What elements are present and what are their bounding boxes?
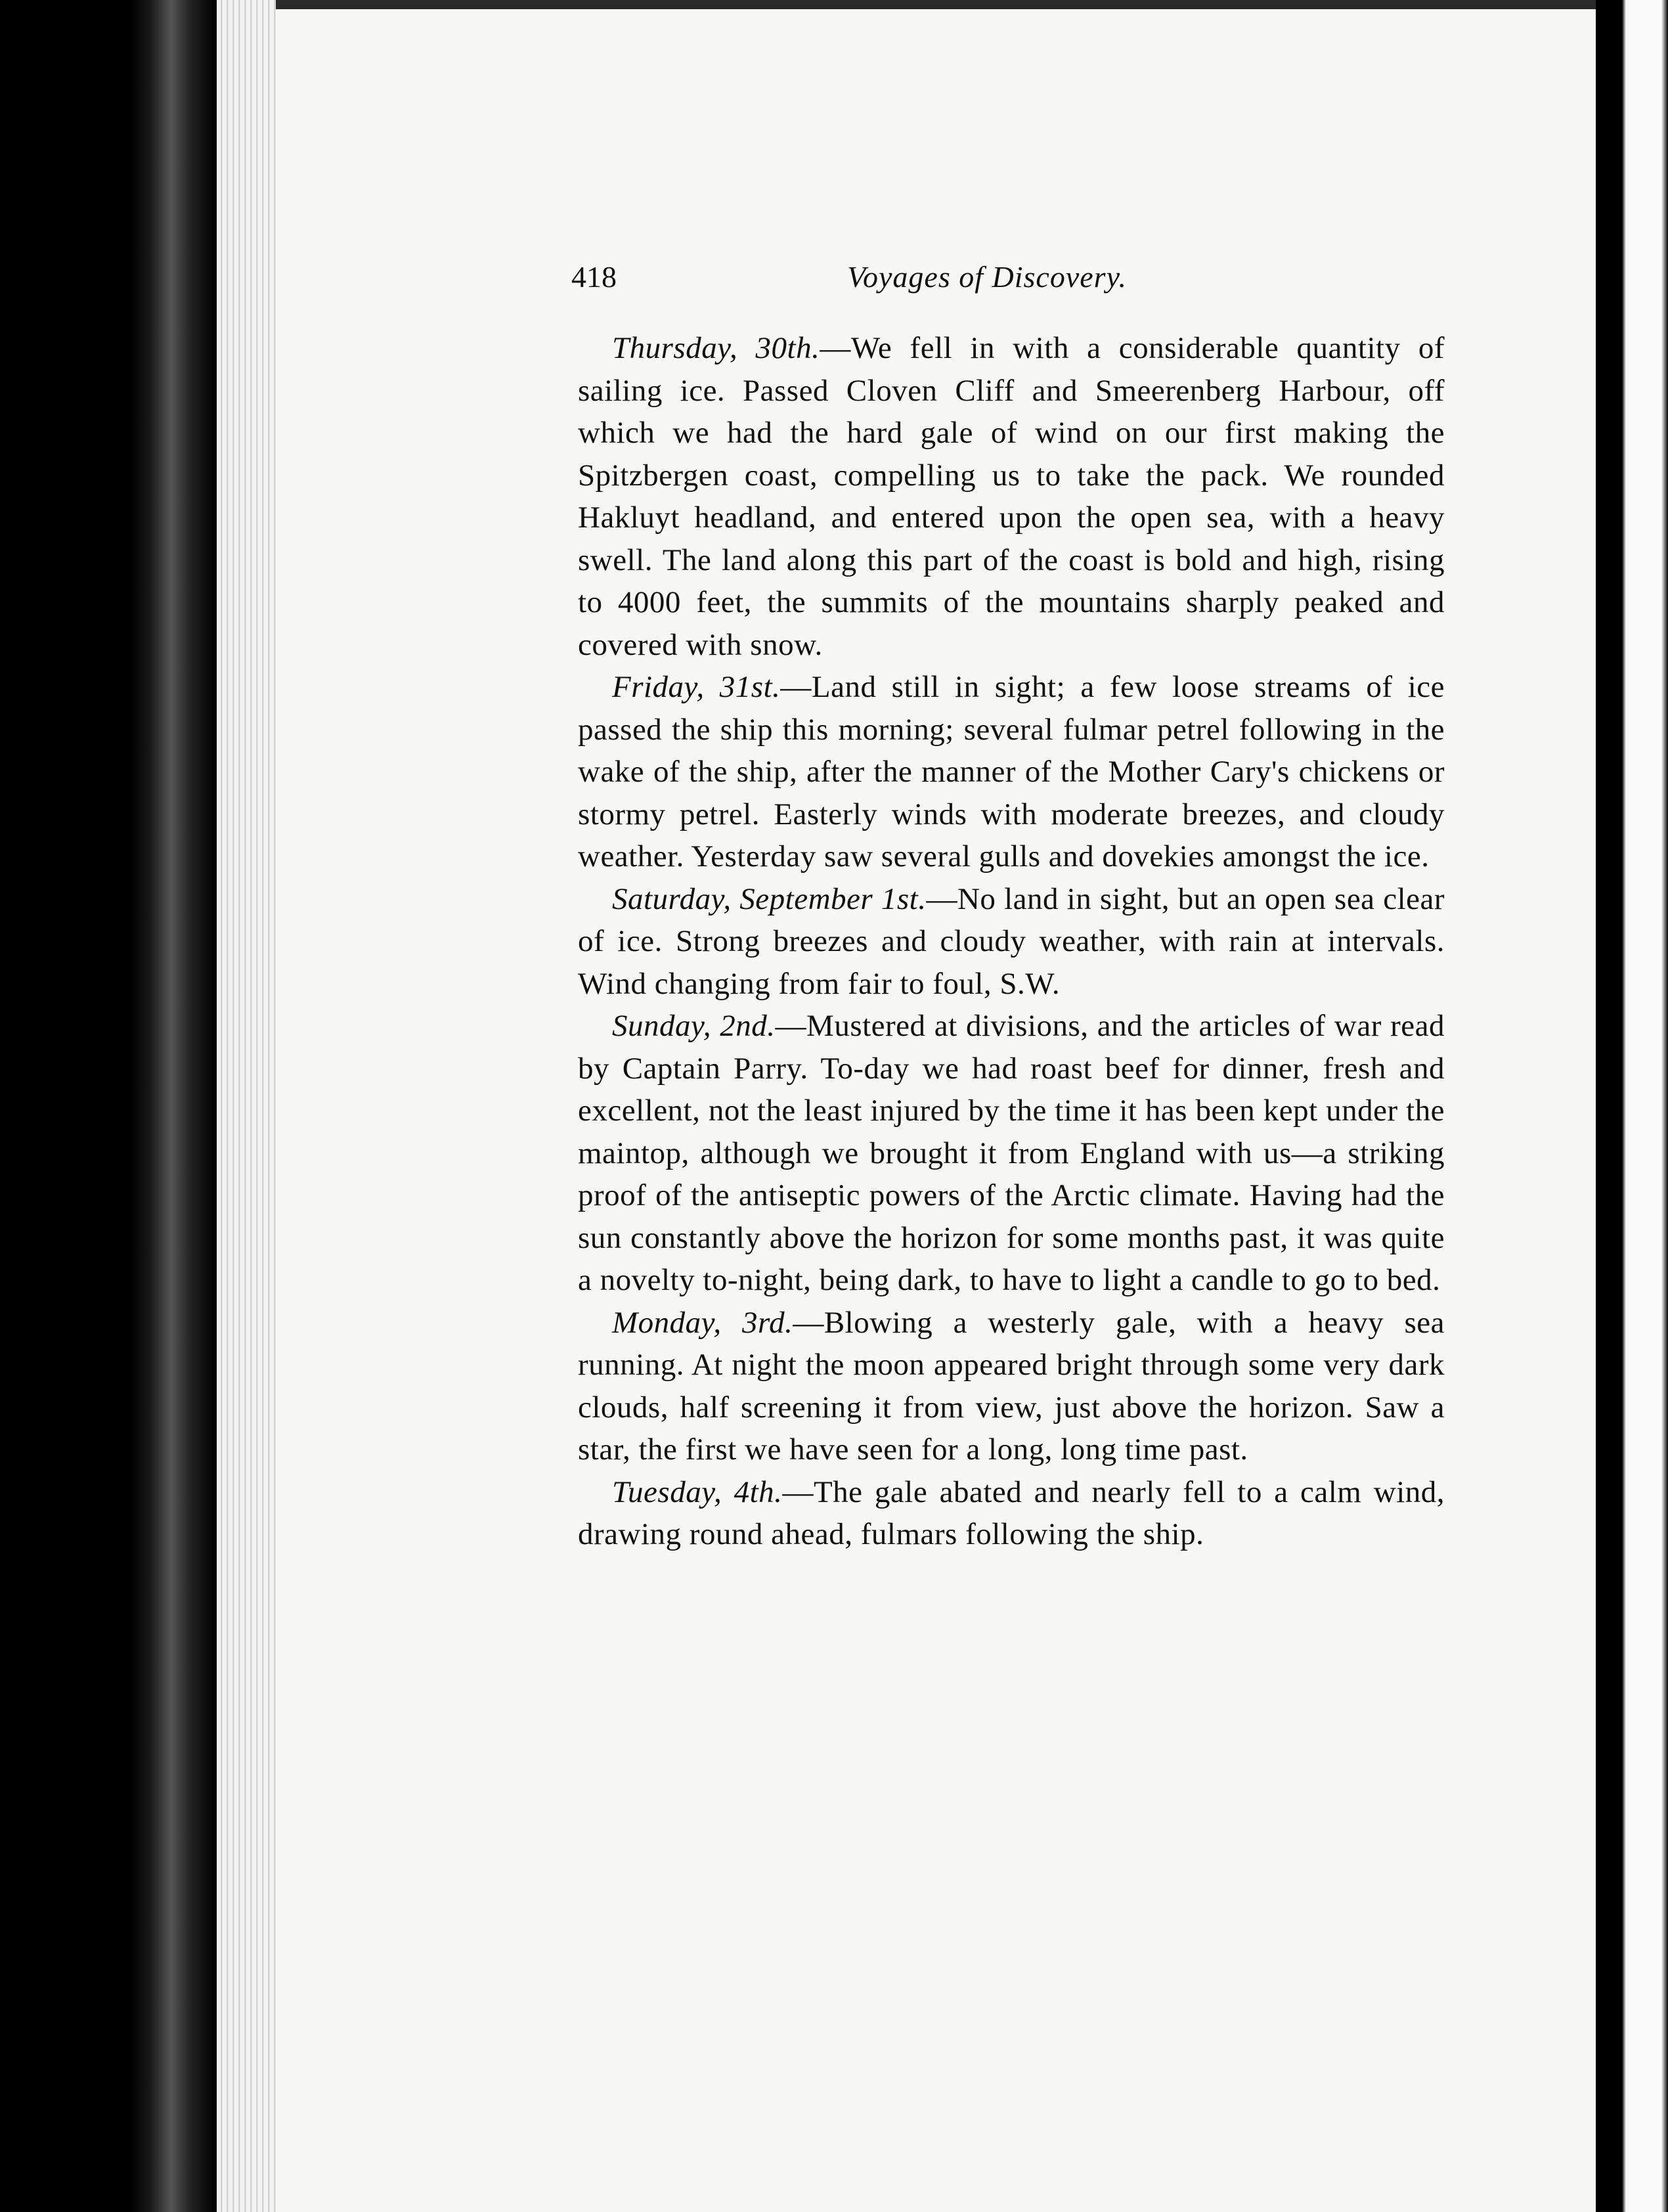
book-spine [0, 0, 217, 2212]
entry-text: —We fell in with a considerable quantity of sailing ice. Passed Cloven Cliff and Smeerenberg Harbour, off which we had the hard gale of wind on our first making the Spitzbergen coast, compelling us to take the pack. We rounded Hakluyt headland, and entered upon the open sea, with a heavy swell. The land along this part of the coast is bold and high, rising to 4000 feet, the summits of the mountains sharply peaked and covered with snow. [578, 331, 1445, 662]
entry-text: —Land still in sight; a few loose streams of ice passed the ship this morning; several fulmar petrel following in the wake of the ship, after the manner of the Mother Cary's chickens or stormy petrel. Easterly winds with moderate breezes, and cloudy weather. Yesterday saw several gulls and dovekies amongst the ice. [578, 670, 1445, 874]
entry-date: Monday, 3rd. [612, 1305, 793, 1340]
journal-entry [578, 1471, 1445, 1556]
journal-entry [578, 1302, 1445, 1471]
top-shadow [276, 0, 1596, 9]
running-title: Voyages of Discovery. [847, 260, 1127, 294]
entry-text: —Mustered at divisions, and the articles of war read by Captain Parry. To-day we had roast beef for dinner, fresh and excellent, not the least injured by the time it has been kept under the maintop, although we brought it from England with us—a striking proof of the antiseptic powers of the Arctic climate. Having had the sun constantly above the horizon for some months past, it was quite a novelty to-night, being dark, to have to light a candle to go to bed. [578, 1009, 1445, 1297]
page-edges [217, 0, 276, 2212]
entry-text: —Blowing a westerly gale, with a heavy sea running. At night the moon appeared bright through some very dark clouds, half screening it from view, just above the horizon. Saw a star, the first we have seen for a long, long time past. [578, 1305, 1445, 1467]
journal-entry [578, 1005, 1445, 1302]
entry-date: Friday, 31st. [612, 670, 781, 704]
entry-date: Thursday, 30th. [612, 331, 820, 365]
page-number: 418 [571, 260, 617, 294]
entry-date: Sunday, 2nd. [612, 1009, 776, 1043]
journal-entry [578, 878, 1445, 1006]
entry-date: Tuesday, 4th. [612, 1474, 783, 1509]
page-header [571, 259, 1195, 299]
facing-page-edge [1596, 0, 1668, 2212]
journal-entry [578, 666, 1445, 878]
entry-date: Saturday, September 1st. [612, 881, 927, 916]
journal-entry [578, 327, 1445, 666]
entry-text: —The gale abated and nearly fell to a calm wind, drawing round ahead, fulmars following the ship. [578, 1474, 1445, 1551]
entry-text: —No land in sight, but an open sea clear of ice. Strong breezes and cloudy weather, with rain at intervals. Wind changing from fair to foul, S.W. [578, 881, 1445, 1001]
body-text [578, 327, 1445, 1556]
